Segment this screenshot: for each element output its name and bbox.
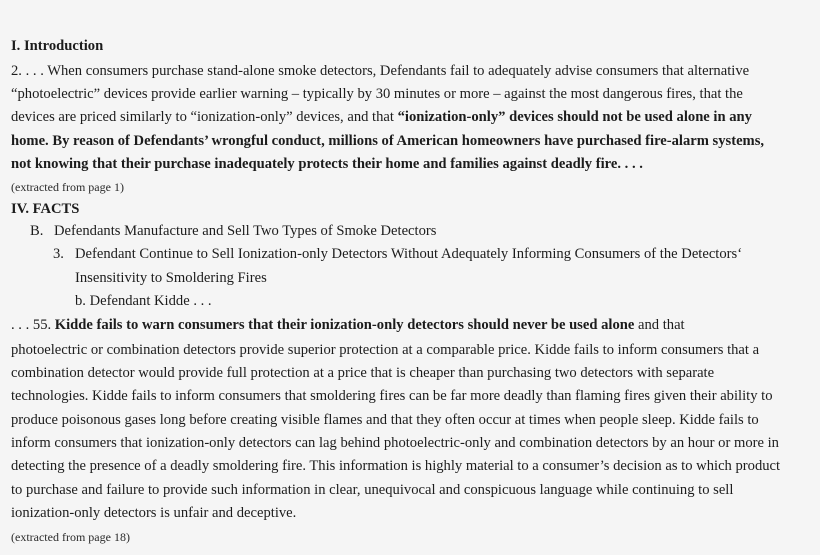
bold-text-run: “ionization-only” devices should not be used alone in any — [397, 109, 752, 125]
paragraph-line — [11, 411, 759, 429]
item-3-label: 3. — [53, 246, 64, 262]
text-run: to purchase and failure to provide such information in clear, unequivocal and conspicuous language while continuing to sell — [11, 482, 734, 498]
item-3-heading-line1 — [53, 245, 742, 263]
paragraph-line — [11, 387, 773, 405]
text-run: and that — [634, 317, 685, 333]
subsection-b-heading — [30, 222, 436, 240]
text-run: inform consumers that ionization-only detectors can lag behind photoelectric-only and combination detectors by an hour or more in — [11, 435, 779, 451]
paragraph-line — [11, 62, 749, 80]
paragraph-line — [11, 457, 780, 475]
paragraph-line — [11, 155, 643, 173]
paragraph-line — [11, 316, 685, 334]
section-heading-facts: IV. FACTS — [11, 201, 80, 217]
text-run: “photoelectric” devices provide earlier warning – typically by 30 minutes or more – against the most dangerous fires, that the — [11, 86, 743, 102]
source-note-page-1: (extracted from page 1) — [11, 180, 124, 194]
text-run: devices are priced similarly to “ionization-only” devices, and that — [11, 109, 398, 125]
text-run: ionization-only detectors is unfair and deceptive. — [11, 505, 297, 521]
paragraph-line — [11, 481, 733, 499]
source-note-page-18: (extracted from page 18) — [11, 530, 130, 544]
paragraph-line — [11, 132, 764, 150]
paragraph-line — [11, 85, 743, 103]
paragraph-line — [11, 434, 779, 452]
text-run: produce poisonous gases long before creating visible flames and that they often occur at times when people sleep. Kidde fails to — [11, 412, 759, 428]
text-run: technologies. Kidde fails to inform consumers that smoldering fires can be far more deadly than flaming fires given their ability to — [11, 388, 773, 404]
text-run: . . . 55. — [11, 317, 55, 333]
text-run: combination detector would provide full protection at a price that is cheaper than purchasing two detectors with separate — [11, 365, 715, 381]
paragraph-line — [11, 364, 714, 382]
paragraph-line — [11, 108, 752, 126]
item-3-heading-line2: Insensitivity to Smoldering Fires — [75, 270, 267, 286]
text-run: photoelectric or combination detectors provide superior protection at a comparable price. Kidde fails to inform consumers that a — [11, 342, 760, 358]
text-run: detecting the presence of a deadly smoldering fire. This information is highly material to a consumer’s decision as to which product — [11, 458, 781, 474]
subsection-b-title: Defendants Manufacture and Sell Two Types of Smoke Detectors — [54, 223, 437, 239]
item-b-heading: b. Defendant Kidde . . . — [75, 293, 212, 309]
bold-text-run: home. By reason of Defendants’ wrongful conduct, millions of American homeowners have purchased fire-alarm systems, — [11, 133, 765, 149]
text-run: 2. . . . When consumers purchase stand-alone smoke detectors, Defendants fail to adequately advise consumers that alternative — [11, 63, 750, 79]
paragraph-line — [11, 504, 296, 522]
item-3-title-line1: Defendant Continue to Sell Ionization-only Detectors Without Adequately Informing Consumers of the Detectors‘ — [75, 246, 743, 262]
subsection-b-label: B. — [30, 223, 44, 239]
section-heading-introduction: I. Introduction — [11, 38, 104, 54]
paragraph-line — [11, 341, 759, 359]
bold-text-run: Kidde fails to warn consumers that their ionization-only detectors should never be used alone — [54, 317, 635, 333]
bold-text-run: not knowing that their purchase inadequately protects their home and families against deadly fire. . . . — [11, 156, 643, 172]
